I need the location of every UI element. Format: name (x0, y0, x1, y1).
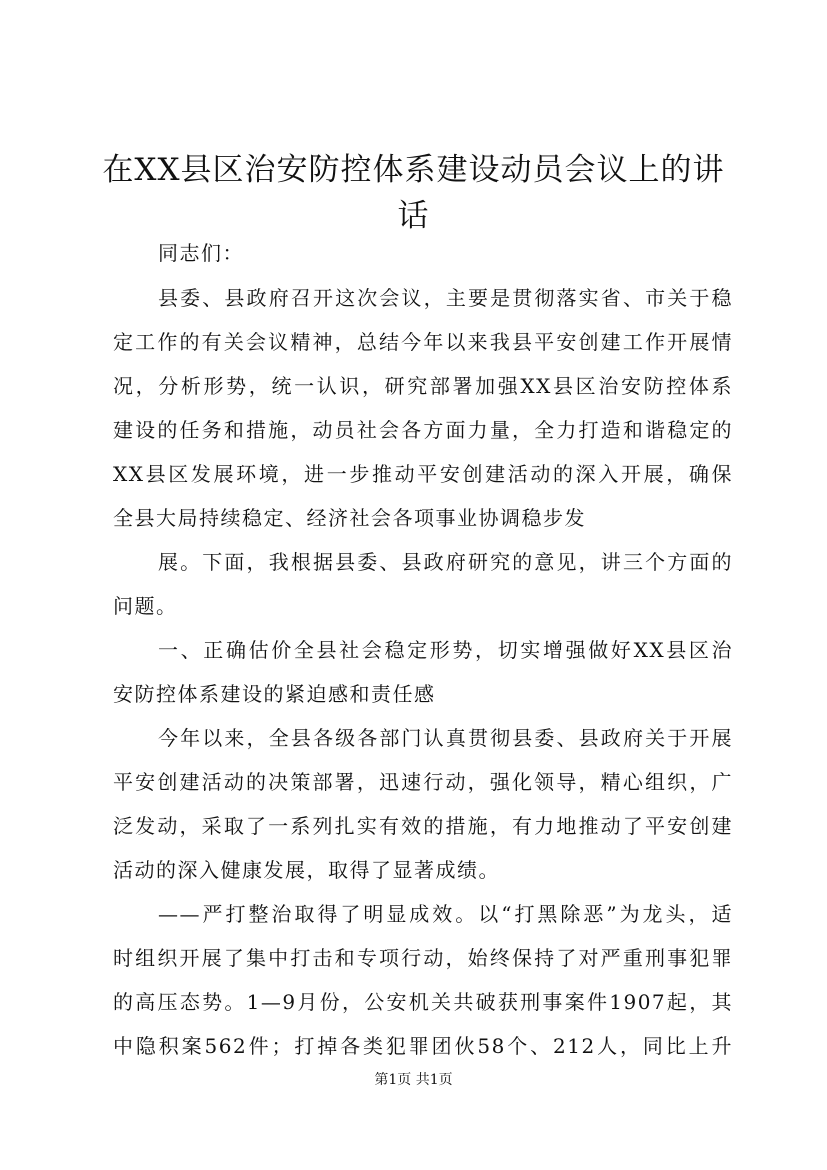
page-footer (0, 1070, 827, 1090)
paragraph-4-line-4: 中隐积案562件；打掉各类犯罪团伙58个、212人，同比上升 (113, 1034, 733, 1058)
document-title (95, 147, 732, 239)
paragraph-1-line-6: 全县大局持续稳定、经济社会各项事业协调稳步发 (113, 506, 586, 530)
section-heading-1-line-2: 安防控体系建设的紧迫感和责任感 (113, 682, 436, 706)
title-line-1: 在XX县区治安防控体系建设动员会议上的讲 (102, 152, 725, 188)
paragraph-1-line-2: 定工作的有关会议精神，总结今年以来我县平安创建工作开展情 (113, 330, 733, 354)
section-heading-1-line-1: 一、正确估价全县社会稳定形势，切实增强做好XX县区治 (158, 638, 733, 662)
paragraph-2-line-1: 展。下面，我根据县委、县政府研究的意见，讲三个方面的 (158, 550, 733, 574)
paragraph-4-line-2: 时组织开展了集中打击和专项行动，始终保持了对严重刑事犯罪 (113, 946, 733, 970)
paragraph-3-line-4: 活动的深入健康发展，取得了显著成绩。 (113, 858, 500, 882)
page-number: 第1页 共1页 (374, 1072, 453, 1088)
paragraph-1-line-1: 县委、县政府召开这次会议，主要是贯彻落实省、市关于稳 (158, 286, 733, 310)
paragraph-3-line-2: 平安创建活动的决策部署，迅速行动，强化领导，精心组织，广 (113, 770, 733, 794)
paragraph-4-line-3: 的高压态势。1—9月份，公安机关共破获刑事案件1907起，其 (113, 990, 733, 1014)
title-line-2: 话 (397, 198, 430, 234)
paragraph-2-line-2: 问题。 (113, 594, 178, 618)
paragraph-3-line-3: 泛发动，采取了一系列扎实有效的措施，有力地推动了平安创建 (113, 814, 733, 838)
paragraph-4-line-1: ——严打整治取得了明显成效。以“打黑除恶”为龙头，适 (158, 902, 733, 926)
paragraph-3-line-1: 今年以来，全县各级各部门认真贯彻县委、县政府关于开展 (158, 726, 733, 750)
paragraph-1-line-3: 况，分析形势，统一认识，研究部署加强XX县区治安防控体系 (113, 374, 733, 398)
salutation: 同志们： (158, 241, 244, 265)
paragraph-1-line-4: 建设的任务和措施，动员社会各方面力量，全力打造和谐稳定的 (113, 418, 733, 442)
paragraph-1-line-5: XX县区发展环境，进一步推动平安创建活动的深入开展，确保 (113, 462, 733, 486)
